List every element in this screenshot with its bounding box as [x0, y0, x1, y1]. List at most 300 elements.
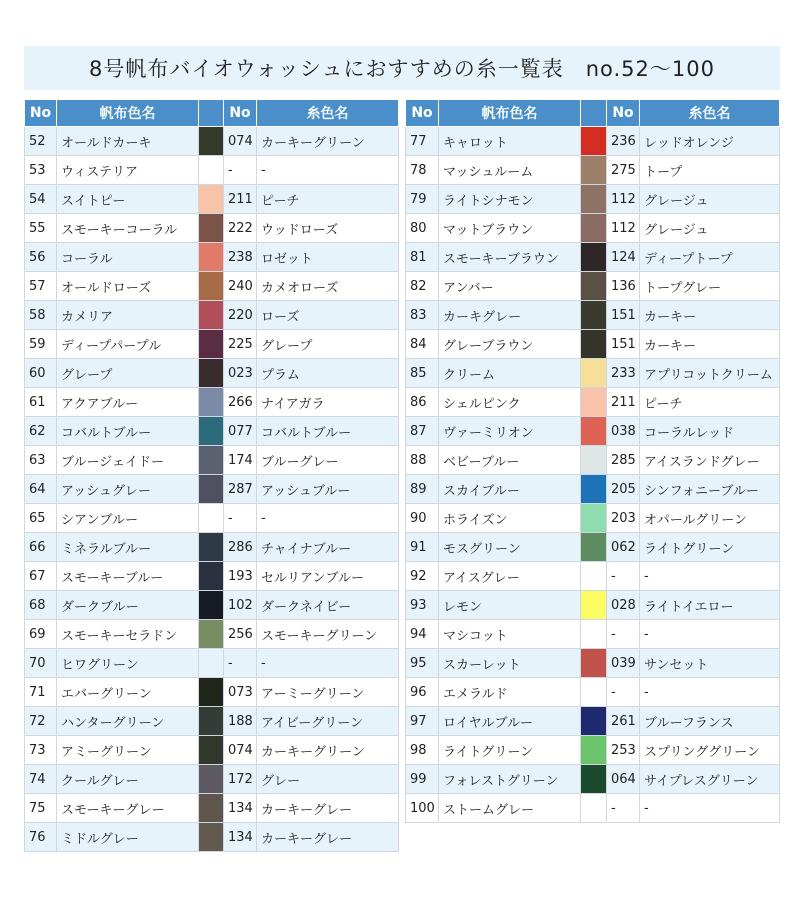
- cell-no: 90: [406, 504, 439, 533]
- color-swatch: [581, 417, 606, 445]
- cell-thread-color: -: [257, 504, 399, 533]
- color-swatch: [581, 591, 606, 619]
- cell-thread-color: サイプレスグリーン: [640, 765, 780, 794]
- cell-swatch: [199, 330, 224, 359]
- table-row: [25, 446, 399, 475]
- cell-no: 88: [406, 446, 439, 475]
- color-swatch: [581, 504, 606, 532]
- color-swatch: [581, 243, 606, 271]
- cell-swatch: [199, 475, 224, 504]
- color-swatch: [199, 736, 223, 764]
- cell-thread-no: 193: [224, 562, 257, 591]
- cell-canvas-color: レモン: [439, 591, 581, 620]
- cell-swatch: [199, 823, 224, 852]
- color-swatch: [199, 533, 223, 561]
- table-row: [406, 388, 780, 417]
- color-swatch: [199, 591, 223, 619]
- cell-thread-no: 287: [224, 475, 257, 504]
- cell-swatch: [581, 214, 607, 243]
- cell-thread-no: 188: [224, 707, 257, 736]
- table-row: [406, 475, 780, 504]
- cell-thread-color: ローズ: [257, 301, 399, 330]
- color-swatch: [199, 620, 223, 648]
- table-row: [406, 591, 780, 620]
- header-thread-color: 糸色名: [640, 100, 780, 127]
- table-row: [25, 765, 399, 794]
- cell-swatch: [581, 562, 607, 591]
- cell-canvas-color: モスグリーン: [439, 533, 581, 562]
- cell-no: 64: [25, 475, 57, 504]
- cell-thread-no: -: [224, 649, 257, 678]
- cell-swatch: [199, 359, 224, 388]
- cell-no: 98: [406, 736, 439, 765]
- cell-swatch: [581, 185, 607, 214]
- cell-thread-no: 064: [607, 765, 640, 794]
- table-row: [406, 127, 780, 156]
- color-swatch: [581, 127, 606, 155]
- cell-canvas-color: シアンブルー: [57, 504, 199, 533]
- header-canvas-color: 帆布色名: [439, 100, 581, 127]
- cell-canvas-color: スモーキーブラウン: [439, 243, 581, 272]
- table-row: [25, 678, 399, 707]
- cell-no: 67: [25, 562, 57, 591]
- cell-no: 55: [25, 214, 57, 243]
- color-swatch: [581, 185, 606, 213]
- table-row: [25, 214, 399, 243]
- cell-no: 100: [406, 794, 439, 823]
- color-swatch: [581, 620, 606, 648]
- cell-no: 94: [406, 620, 439, 649]
- cell-no: 99: [406, 765, 439, 794]
- cell-no: 65: [25, 504, 57, 533]
- color-swatch: [199, 243, 223, 271]
- cell-no: 63: [25, 446, 57, 475]
- header-thread-no: No: [607, 100, 640, 127]
- cell-thread-no: 253: [607, 736, 640, 765]
- cell-swatch: [199, 794, 224, 823]
- cell-thread-no: 124: [607, 243, 640, 272]
- color-swatch: [581, 330, 606, 358]
- cell-thread-color: セルリアンブルー: [257, 562, 399, 591]
- cell-swatch: [199, 736, 224, 765]
- table-row: [25, 649, 399, 678]
- cell-thread-no: 266: [224, 388, 257, 417]
- cell-swatch: [199, 765, 224, 794]
- cell-canvas-color: グレープ: [57, 359, 199, 388]
- table-header-row: [25, 100, 399, 127]
- cell-swatch: [581, 301, 607, 330]
- color-swatch: [581, 533, 606, 561]
- color-swatch: [199, 475, 223, 503]
- cell-thread-color: スモーキーグリーン: [257, 620, 399, 649]
- cell-thread-color: -: [640, 678, 780, 707]
- cell-canvas-color: グレーブラウン: [439, 330, 581, 359]
- cell-no: 68: [25, 591, 57, 620]
- color-swatch: [581, 475, 606, 503]
- cell-thread-color: グレー: [257, 765, 399, 794]
- cell-thread-no: 172: [224, 765, 257, 794]
- cell-thread-color: アプリコットクリーム: [640, 359, 780, 388]
- color-swatch: [581, 736, 606, 764]
- cell-thread-no: -: [224, 504, 257, 533]
- cell-canvas-color: アミーグリーン: [57, 736, 199, 765]
- color-swatch: [199, 214, 223, 242]
- table-row: [25, 562, 399, 591]
- cell-thread-color: -: [640, 562, 780, 591]
- cell-thread-color: アッシュブルー: [257, 475, 399, 504]
- cell-canvas-color: コーラル: [57, 243, 199, 272]
- cell-no: 53: [25, 156, 57, 185]
- cell-swatch: [199, 649, 224, 678]
- color-swatch: [581, 359, 606, 387]
- table-row: [406, 243, 780, 272]
- cell-swatch: [199, 127, 224, 156]
- table-row: [406, 417, 780, 446]
- header-swatch: [581, 100, 607, 127]
- cell-canvas-color: マシコット: [439, 620, 581, 649]
- color-swatch: [199, 562, 223, 590]
- table-row: [25, 156, 399, 185]
- cell-thread-color: ディープトープ: [640, 243, 780, 272]
- cell-thread-no: 240: [224, 272, 257, 301]
- cell-thread-color: ウッドローズ: [257, 214, 399, 243]
- cell-swatch: [199, 620, 224, 649]
- cell-thread-no: 222: [224, 214, 257, 243]
- cell-no: 83: [406, 301, 439, 330]
- cell-swatch: [199, 446, 224, 475]
- cell-thread-no: 102: [224, 591, 257, 620]
- cell-canvas-color: スモーキーグレー: [57, 794, 199, 823]
- cell-no: 71: [25, 678, 57, 707]
- cell-no: 79: [406, 185, 439, 214]
- cell-swatch: [581, 504, 607, 533]
- cell-no: 62: [25, 417, 57, 446]
- cell-no: 74: [25, 765, 57, 794]
- color-swatch: [581, 388, 606, 416]
- cell-no: 78: [406, 156, 439, 185]
- header-canvas-color: 帆布色名: [57, 100, 199, 127]
- table-row: [25, 794, 399, 823]
- cell-no: 87: [406, 417, 439, 446]
- cell-canvas-color: フォレストグリーン: [439, 765, 581, 794]
- cell-canvas-color: カーキグレー: [439, 301, 581, 330]
- cell-thread-no: 285: [607, 446, 640, 475]
- cell-canvas-color: キャロット: [439, 127, 581, 156]
- color-swatch: [581, 214, 606, 242]
- table-row: [25, 388, 399, 417]
- cell-no: 89: [406, 475, 439, 504]
- cell-canvas-color: ハンターグリーン: [57, 707, 199, 736]
- table-row: [406, 301, 780, 330]
- table-row: [25, 504, 399, 533]
- cell-thread-no: 112: [607, 185, 640, 214]
- cell-thread-no: 151: [607, 301, 640, 330]
- table-row: [406, 678, 780, 707]
- cell-thread-color: カーキーグレー: [257, 823, 399, 852]
- cell-canvas-color: ホライズン: [439, 504, 581, 533]
- table-row: [25, 330, 399, 359]
- cell-swatch: [199, 504, 224, 533]
- cell-canvas-color: スカーレット: [439, 649, 581, 678]
- color-swatch: [199, 707, 223, 735]
- color-swatch: [581, 446, 606, 474]
- cell-no: 80: [406, 214, 439, 243]
- cell-thread-color: アイスランドグレー: [640, 446, 780, 475]
- table-row: [406, 533, 780, 562]
- cell-swatch: [581, 620, 607, 649]
- cell-canvas-color: スイトピー: [57, 185, 199, 214]
- cell-canvas-color: ウィステリア: [57, 156, 199, 185]
- cell-canvas-color: アンバー: [439, 272, 581, 301]
- color-swatch: [199, 417, 223, 445]
- cell-canvas-color: アイスグレー: [439, 562, 581, 591]
- cell-swatch: [581, 272, 607, 301]
- cell-thread-color: ナイアガラ: [257, 388, 399, 417]
- cell-thread-no: 023: [224, 359, 257, 388]
- cell-thread-no: 134: [224, 794, 257, 823]
- cell-thread-no: -: [224, 156, 257, 185]
- table-row: [406, 504, 780, 533]
- table-row: [406, 620, 780, 649]
- color-swatch: [581, 794, 606, 822]
- color-swatch: [581, 649, 606, 677]
- cell-canvas-color: オールドカーキ: [57, 127, 199, 156]
- cell-no: 93: [406, 591, 439, 620]
- table-row: [25, 301, 399, 330]
- cell-thread-color: カーキーグレー: [257, 794, 399, 823]
- cell-canvas-color: ライトシナモン: [439, 185, 581, 214]
- cell-no: 72: [25, 707, 57, 736]
- table-row: [25, 736, 399, 765]
- table-row: [25, 127, 399, 156]
- table-row: [406, 185, 780, 214]
- cell-swatch: [581, 533, 607, 562]
- cell-no: 56: [25, 243, 57, 272]
- color-swatch: [199, 504, 223, 532]
- cell-thread-no: 220: [224, 301, 257, 330]
- cell-thread-no: -: [607, 620, 640, 649]
- cell-no: 61: [25, 388, 57, 417]
- cell-thread-no: 134: [224, 823, 257, 852]
- cell-swatch: [581, 243, 607, 272]
- cell-swatch: [581, 794, 607, 823]
- cell-swatch: [199, 533, 224, 562]
- cell-thread-color: -: [640, 794, 780, 823]
- color-swatch: [199, 156, 223, 184]
- thread-table-right: [405, 99, 780, 823]
- color-swatch: [199, 330, 223, 358]
- cell-thread-no: 286: [224, 533, 257, 562]
- cell-no: 58: [25, 301, 57, 330]
- cell-thread-no: 275: [607, 156, 640, 185]
- cell-thread-color: -: [640, 620, 780, 649]
- table-row: [25, 591, 399, 620]
- cell-thread-color: アーミーグリーン: [257, 678, 399, 707]
- cell-thread-no: -: [607, 794, 640, 823]
- cell-thread-no: 174: [224, 446, 257, 475]
- cell-canvas-color: ライトグリーン: [439, 736, 581, 765]
- cell-swatch: [199, 417, 224, 446]
- cell-no: 59: [25, 330, 57, 359]
- header-thread-no: No: [224, 100, 257, 127]
- cell-canvas-color: ヴァーミリオン: [439, 417, 581, 446]
- cell-thread-color: コバルトブルー: [257, 417, 399, 446]
- color-swatch: [581, 678, 606, 706]
- cell-swatch: [581, 707, 607, 736]
- cell-thread-color: トープグレー: [640, 272, 780, 301]
- cell-thread-color: レッドオレンジ: [640, 127, 780, 156]
- cell-thread-color: カーキーグリーン: [257, 127, 399, 156]
- cell-no: 52: [25, 127, 57, 156]
- table-row: [406, 736, 780, 765]
- cell-canvas-color: スモーキーブルー: [57, 562, 199, 591]
- table-row: [406, 446, 780, 475]
- cell-no: 91: [406, 533, 439, 562]
- cell-swatch: [581, 330, 607, 359]
- table-row: [406, 330, 780, 359]
- cell-thread-color: ダークネイビー: [257, 591, 399, 620]
- cell-canvas-color: エメラルド: [439, 678, 581, 707]
- cell-no: 54: [25, 185, 57, 214]
- cell-swatch: [199, 243, 224, 272]
- cell-thread-no: 225: [224, 330, 257, 359]
- table-row: [25, 823, 399, 852]
- cell-no: 82: [406, 272, 439, 301]
- cell-thread-no: 256: [224, 620, 257, 649]
- color-swatch: [199, 388, 223, 416]
- cell-no: 60: [25, 359, 57, 388]
- cell-no: 73: [25, 736, 57, 765]
- cell-thread-color: グレージュ: [640, 214, 780, 243]
- cell-thread-color: ロゼット: [257, 243, 399, 272]
- color-swatch: [199, 794, 223, 822]
- thread-table-left: [24, 99, 399, 852]
- table-row: [406, 649, 780, 678]
- cell-no: 92: [406, 562, 439, 591]
- cell-canvas-color: アクアブルー: [57, 388, 199, 417]
- cell-canvas-color: ダークブルー: [57, 591, 199, 620]
- cell-thread-color: ピーチ: [257, 185, 399, 214]
- cell-canvas-color: ブルージェイドー: [57, 446, 199, 475]
- cell-no: 84: [406, 330, 439, 359]
- header-swatch: [199, 100, 224, 127]
- cell-no: 69: [25, 620, 57, 649]
- header-no: No: [406, 100, 439, 127]
- cell-canvas-color: カメリア: [57, 301, 199, 330]
- color-swatch: [581, 765, 606, 793]
- cell-swatch: [199, 707, 224, 736]
- table-row: [406, 214, 780, 243]
- table-row: [406, 794, 780, 823]
- table-row: [25, 243, 399, 272]
- cell-thread-color: チャイナブルー: [257, 533, 399, 562]
- cell-swatch: [581, 156, 607, 185]
- color-swatch: [581, 301, 606, 329]
- cell-swatch: [199, 678, 224, 707]
- cell-thread-no: 203: [607, 504, 640, 533]
- table-row: [25, 417, 399, 446]
- header-no: No: [25, 100, 57, 127]
- cell-thread-color: -: [257, 649, 399, 678]
- cell-swatch: [199, 272, 224, 301]
- cell-thread-color: カメオローズ: [257, 272, 399, 301]
- table-row: [406, 359, 780, 388]
- cell-canvas-color: スカイブルー: [439, 475, 581, 504]
- table-row: [25, 475, 399, 504]
- cell-swatch: [199, 562, 224, 591]
- cell-swatch: [581, 591, 607, 620]
- cell-thread-no: 062: [607, 533, 640, 562]
- cell-thread-color: コーラルレッド: [640, 417, 780, 446]
- cell-no: 96: [406, 678, 439, 707]
- cell-thread-no: 073: [224, 678, 257, 707]
- cell-swatch: [581, 765, 607, 794]
- cell-no: 95: [406, 649, 439, 678]
- cell-no: 85: [406, 359, 439, 388]
- cell-swatch: [199, 214, 224, 243]
- cell-canvas-color: マットブラウン: [439, 214, 581, 243]
- cell-thread-no: 261: [607, 707, 640, 736]
- cell-swatch: [581, 446, 607, 475]
- cell-no: 75: [25, 794, 57, 823]
- cell-thread-no: 136: [607, 272, 640, 301]
- header-thread-color: 糸色名: [257, 100, 399, 127]
- table-header-row: [406, 100, 780, 127]
- cell-thread-color: オパールグリーン: [640, 504, 780, 533]
- cell-no: 66: [25, 533, 57, 562]
- color-swatch: [581, 707, 606, 735]
- cell-thread-no: 074: [224, 127, 257, 156]
- cell-canvas-color: スモーキーコーラル: [57, 214, 199, 243]
- cell-thread-color: トープ: [640, 156, 780, 185]
- cell-thread-color: グレープ: [257, 330, 399, 359]
- cell-thread-color: ライトイエロー: [640, 591, 780, 620]
- cell-thread-color: ライトグリーン: [640, 533, 780, 562]
- cell-canvas-color: クリーム: [439, 359, 581, 388]
- table-row: [406, 562, 780, 591]
- cell-swatch: [581, 649, 607, 678]
- cell-swatch: [581, 475, 607, 504]
- cell-thread-no: 074: [224, 736, 257, 765]
- cell-canvas-color: オールドローズ: [57, 272, 199, 301]
- cell-thread-no: 112: [607, 214, 640, 243]
- cell-thread-color: ピーチ: [640, 388, 780, 417]
- cell-swatch: [581, 127, 607, 156]
- cell-thread-color: ブルーフランス: [640, 707, 780, 736]
- table-row: [25, 707, 399, 736]
- color-swatch: [199, 127, 223, 155]
- cell-canvas-color: コバルトブルー: [57, 417, 199, 446]
- cell-no: 97: [406, 707, 439, 736]
- cell-thread-no: 038: [607, 417, 640, 446]
- cell-canvas-color: ミドルグレー: [57, 823, 199, 852]
- table-row: [25, 533, 399, 562]
- cell-swatch: [199, 301, 224, 330]
- color-swatch: [199, 823, 223, 851]
- cell-swatch: [199, 591, 224, 620]
- cell-thread-color: ブルーグレー: [257, 446, 399, 475]
- cell-thread-no: -: [607, 562, 640, 591]
- color-swatch: [199, 765, 223, 793]
- cell-canvas-color: ディープパープル: [57, 330, 199, 359]
- table-row: [25, 185, 399, 214]
- cell-swatch: [581, 417, 607, 446]
- cell-canvas-color: マッシュルーム: [439, 156, 581, 185]
- cell-thread-color: カーキーグリーン: [257, 736, 399, 765]
- cell-canvas-color: ロイヤルブルー: [439, 707, 581, 736]
- table-row: [25, 620, 399, 649]
- cell-thread-color: スプリンググリーン: [640, 736, 780, 765]
